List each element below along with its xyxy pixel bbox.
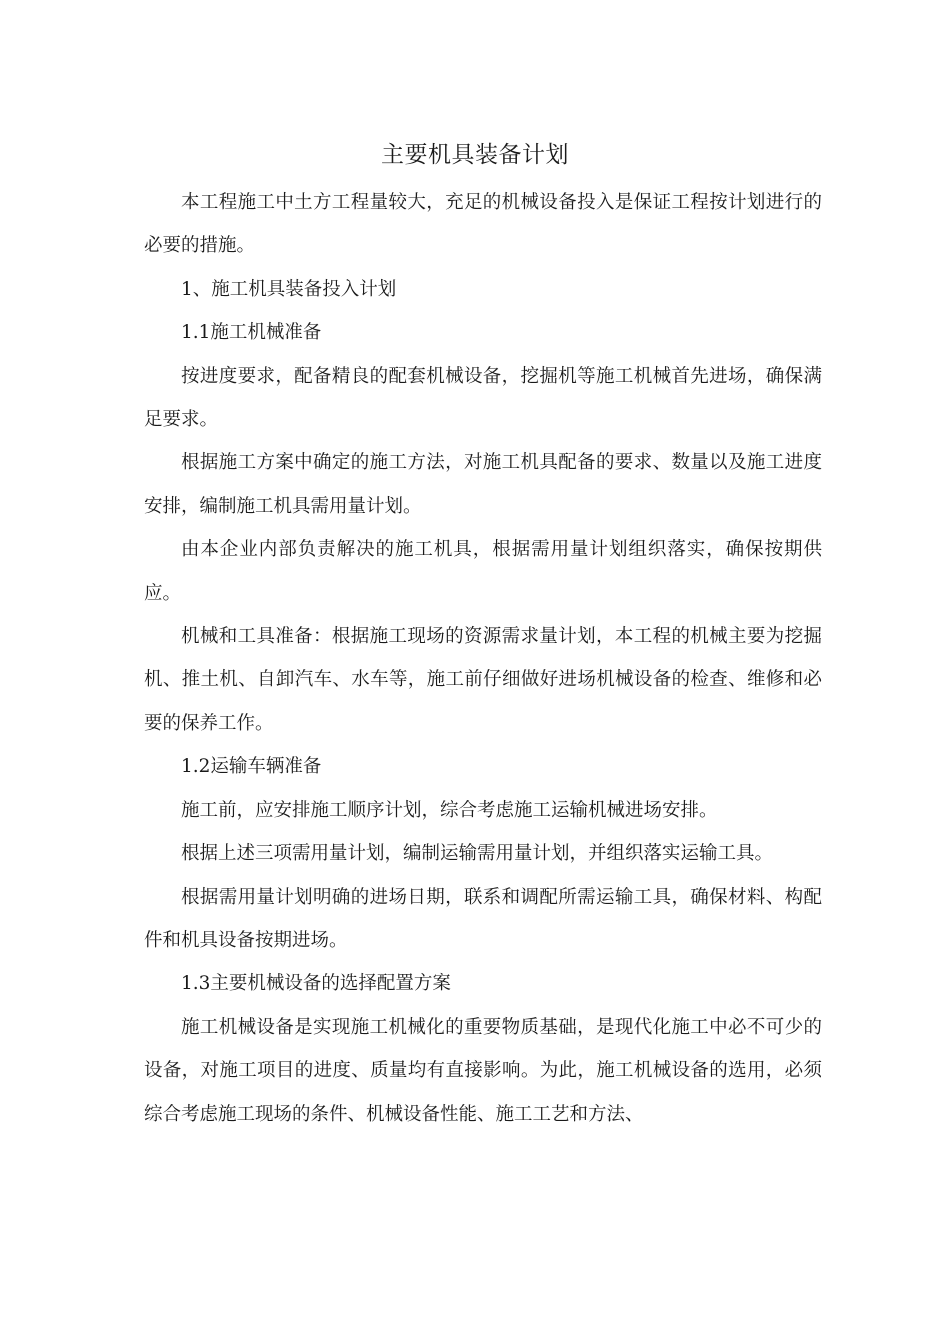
paragraph-intro: 本工程施工中土方工程量较大，充足的机械设备投入是保证工程按计划进行的必要的措施。 [144, 192, 822, 257]
paragraph: 由本企业内部负责解决的施工机具，根据需用量计划组织落实，确保按期供应。 [144, 539, 822, 604]
paragraph: 根据上述三项需用量计划，编制运输需用量计划，并组织落实运输工具。 [181, 843, 774, 865]
subsection-heading-1-1: 1.1施工机械准备 [181, 322, 322, 344]
paragraph: 按进度要求，配备精良的配套机械设备，挖掘机等施工机械首先进场，确保满足要求。 [144, 365, 822, 431]
section-heading-1: 1、施工机具装备投入计划 [181, 278, 397, 300]
paragraph: 施工机械设备是实现施工机械化的重要物质基础，是现代化施工中必不可少的设备，对施工项目的进度、质量均有直接影响。为此，施工机械设备的选用，必须综合考虑施工现场的条件、机械设备性能、施工工艺和方法、 [144, 1016, 822, 1125]
paragraph: 根据需用量计划明确的进场日期，联系和调配所需运输工具，确保材料、构配件和机具设备按期进场。 [144, 886, 822, 951]
subsection-heading-1-3: 1.3主要机械设备的选择配置方案 [181, 973, 451, 995]
paragraph: 施工前，应安排施工顺序计划，综合考虑施工运输机械进场安排。 [181, 799, 718, 821]
subsection-heading-1-2: 1.2运输车辆准备 [181, 756, 322, 778]
paragraph: 机械和工具准备：根据施工现场的资源需求量计划，本工程的机械主要为挖掘机、推土机、自卸汽车、水车等，施工前仔细做好进场机械设备的检查、维修和必要的保养工作。 [144, 626, 822, 734]
document-title: 主要机具装备计划 [381, 142, 569, 168]
document-body [144, 181, 822, 1136]
paragraph: 根据施工方案中确定的施工方法，对施工机具配备的要求、数量以及施工进度安排，编制施工机具需用量计划。 [144, 452, 822, 517]
